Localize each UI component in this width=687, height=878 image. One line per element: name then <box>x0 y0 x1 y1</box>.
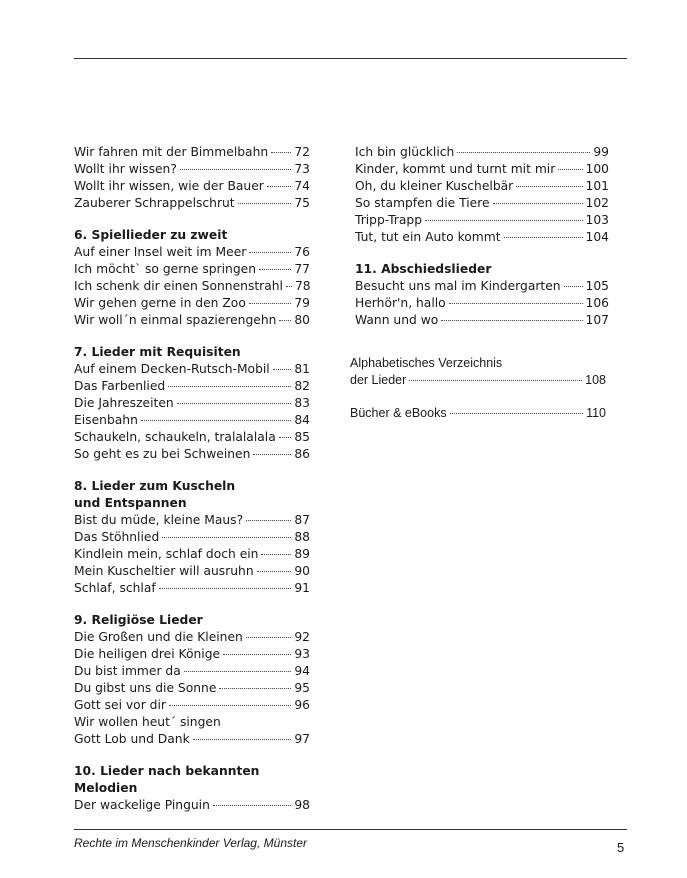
toc-entry[interactable] <box>74 580 310 597</box>
dot-leader <box>409 380 582 381</box>
toc-entry-title: Wir fahren mit der Bimmelbahn <box>74 145 269 159</box>
dot-leader <box>449 303 583 304</box>
section-heading: 6. Spiellieder zu zweit <box>74 228 228 242</box>
dot-leader <box>246 520 291 521</box>
toc-entry[interactable] <box>355 312 609 329</box>
dot-leader <box>249 303 291 304</box>
dot-leader <box>223 654 291 655</box>
section-heading: 8. Lieder zum Kuscheln <box>74 479 236 493</box>
toc-entry[interactable] <box>74 714 310 731</box>
toc-entry-page: 95 <box>294 681 310 695</box>
dot-leader <box>249 252 291 253</box>
toc-entry-title: Wir woll´n einmal spazierengehn <box>74 313 277 327</box>
bottom-rule <box>74 829 627 830</box>
toc-entry[interactable] <box>355 195 609 212</box>
top-rule <box>74 58 627 59</box>
index-alphabetical-line1: Alphabetisches Verzeichnis <box>350 356 503 370</box>
toc-entry[interactable] <box>74 144 310 161</box>
toc-entry-page: 74 <box>294 179 310 193</box>
toc-entry-title: Die Großen und die Kleinen <box>74 630 243 644</box>
toc-entry-page: 91 <box>294 581 310 595</box>
index-books-title: Bücher & eBooks <box>350 406 447 420</box>
section-heading: 9. Religiöse Lieder <box>74 613 203 627</box>
toc-entry-page: 88 <box>294 530 310 544</box>
dot-leader <box>141 420 291 421</box>
toc-entry[interactable] <box>74 663 310 680</box>
toc-right-column <box>355 144 609 329</box>
toc-entry-title: Wollt ihr wissen, wie der Bauer <box>74 179 264 193</box>
toc-entry[interactable] <box>74 563 310 580</box>
dot-leader <box>238 203 292 204</box>
toc-entry-page: 101 <box>585 179 609 193</box>
toc-entry-title: Du bist immer da <box>74 664 181 678</box>
toc-entry[interactable] <box>74 680 310 697</box>
dot-leader <box>493 203 583 204</box>
toc-entry-title: Du gibst uns die Sonne <box>74 681 217 695</box>
toc-entry[interactable] <box>74 395 310 412</box>
toc-entry-page: 102 <box>585 196 609 210</box>
toc-entry-title: Auf einem Decken-Rutsch-Mobil <box>74 362 270 376</box>
toc-entry-title: Auf einer Insel weit im Meer <box>74 245 247 259</box>
dot-leader <box>219 688 291 689</box>
toc-entry[interactable] <box>74 697 310 714</box>
toc-entry-page: 106 <box>585 296 609 310</box>
toc-entry-title: Die heiligen drei Könige <box>74 647 221 661</box>
toc-entry-page: 79 <box>294 296 310 310</box>
dot-leader <box>257 571 292 572</box>
section-heading: und Entspannen <box>74 496 187 510</box>
toc-left-column <box>74 144 310 814</box>
toc-entry-title: Zauberer Schrappelschrut <box>74 196 235 210</box>
toc-entry[interactable] <box>74 529 310 546</box>
toc-entry-title: Wann und wo <box>355 313 439 327</box>
toc-entry-page: 81 <box>294 362 310 376</box>
dot-leader <box>267 186 292 187</box>
section-heading: 11. Abschiedslieder <box>355 262 492 276</box>
dot-leader <box>168 386 291 387</box>
toc-entry[interactable] <box>74 295 310 312</box>
toc-entry[interactable] <box>355 295 609 312</box>
toc-entry[interactable] <box>355 178 609 195</box>
toc-entry-title: Eisenbahn <box>74 413 138 427</box>
toc-entry-title: Bist du müde, kleine Maus? <box>74 513 244 527</box>
index-alphabetical-line2: der Lieder <box>350 373 407 387</box>
dot-leader <box>259 269 291 270</box>
toc-entry[interactable] <box>355 161 609 178</box>
toc-entry-title: Die Jahreszeiten <box>74 396 174 410</box>
dot-leader <box>273 369 292 370</box>
dot-leader <box>450 413 583 414</box>
dot-leader <box>213 805 291 806</box>
dot-leader <box>457 152 590 153</box>
toc-entry-page: 85 <box>294 430 310 444</box>
dot-leader <box>558 169 582 170</box>
dot-leader <box>159 588 292 589</box>
dot-leader <box>261 554 291 555</box>
toc-entry-page: 89 <box>294 547 310 561</box>
toc-entry-title: Herhör'n, hallo <box>355 296 446 310</box>
dot-leader <box>564 286 583 287</box>
toc-entry[interactable] <box>355 144 609 161</box>
index-alphabetical-page: 108 <box>585 373 606 387</box>
index-alphabetical[interactable] <box>350 355 606 389</box>
toc-entry[interactable] <box>74 278 310 295</box>
toc-entry-page: 87 <box>294 513 310 527</box>
toc-entry-title: Das Stöhnlied <box>74 530 160 544</box>
toc-entry-page: 93 <box>294 647 310 661</box>
toc-entry-title: Tut, tut ein Auto kommt <box>355 230 501 244</box>
toc-entry[interactable] <box>74 429 310 446</box>
toc-entry[interactable] <box>74 797 310 814</box>
dot-leader <box>286 286 292 287</box>
dot-leader <box>279 320 291 321</box>
toc-entry-title: Wir wollen heut´ singen <box>74 715 221 729</box>
dot-leader <box>441 320 582 321</box>
toc-entry-page: 97 <box>294 732 310 746</box>
toc-entry-title: Das Farbenlied <box>74 379 166 393</box>
dot-leader <box>193 739 292 740</box>
toc-entry-title: Der wackelige Pinguin <box>74 798 210 812</box>
toc-entry-title: So geht es zu bei Schweinen <box>74 447 251 461</box>
toc-entry[interactable] <box>74 195 310 212</box>
toc-entry-page: 104 <box>585 230 609 244</box>
toc-entry[interactable] <box>74 378 310 395</box>
section-heading: 7. Lieder mit Requisiten <box>74 345 241 359</box>
toc-entry-title: Mein Kuscheltier will ausruhn <box>74 564 254 578</box>
toc-entry-page: 78 <box>294 279 311 293</box>
toc-entry[interactable] <box>74 646 310 663</box>
toc-entry[interactable] <box>74 629 310 646</box>
dot-leader <box>162 537 291 538</box>
dot-leader <box>279 437 292 438</box>
toc-entry[interactable] <box>74 261 310 278</box>
dot-leader <box>425 220 583 221</box>
dot-leader <box>516 186 582 187</box>
dot-leader <box>184 671 292 672</box>
toc-entry[interactable] <box>74 731 310 748</box>
toc-entry-title: Schaukeln, schaukeln, tralalalala <box>74 430 276 444</box>
toc-entry-page: 75 <box>294 196 310 210</box>
toc-entry-title: Kindlein mein, schlaf doch ein <box>74 547 259 561</box>
toc-entry-page: 72 <box>294 145 310 159</box>
toc-entry-page: 100 <box>585 162 609 176</box>
toc-entry[interactable] <box>74 512 310 529</box>
toc-entry-title: Oh, du kleiner Kuschelbär <box>355 179 514 193</box>
index-books-page: 110 <box>586 406 606 420</box>
footer-rights: Rechte im Menschenkinder Verlag, Münster <box>74 836 307 850</box>
toc-entry[interactable] <box>74 412 310 429</box>
toc-entry[interactable] <box>74 361 310 378</box>
toc-entry[interactable] <box>74 244 310 261</box>
dot-leader <box>180 169 291 170</box>
dot-leader <box>504 237 583 238</box>
toc-entry-page: 80 <box>294 313 310 327</box>
toc-entry-page: 103 <box>585 213 609 227</box>
toc-entry-title: Ich möcht` so gerne springen <box>74 262 256 276</box>
toc-entry-page: 90 <box>294 564 310 578</box>
toc-entry-page: 82 <box>294 379 310 393</box>
toc-entry-title: Gott Lob und Dank <box>74 732 190 746</box>
toc-entry-title: Tripp-Trapp <box>355 213 423 227</box>
toc-entry-page: 94 <box>294 664 310 678</box>
toc-entry-title: Schlaf, schlaf <box>74 581 156 595</box>
toc-entry-page: 73 <box>294 162 310 176</box>
toc-entry-title: Besucht uns mal im Kindergarten <box>355 279 561 293</box>
toc-entry-title: Kinder, kommt und turnt mit mir <box>355 162 556 176</box>
dot-leader <box>169 705 291 706</box>
toc-entry[interactable] <box>74 312 310 329</box>
index-books[interactable] <box>350 405 606 422</box>
toc-entry-page: 86 <box>294 447 310 461</box>
toc-entry-page: 77 <box>294 262 310 276</box>
toc-entry-page: 84 <box>294 413 310 427</box>
toc-entry[interactable] <box>74 446 310 463</box>
toc-entry[interactable] <box>74 178 310 195</box>
toc-entry-title: Wollt ihr wissen? <box>74 162 177 176</box>
page-number: 5 <box>617 840 625 855</box>
section-heading: 10. Lieder nach bekannten Melodien <box>74 764 260 795</box>
toc-entry-title: Wir gehen gerne in den Zoo <box>74 296 246 310</box>
toc-entry-page: 76 <box>294 245 310 259</box>
toc-entry-page: 107 <box>585 313 609 327</box>
dot-leader <box>253 454 291 455</box>
toc-entry-title: Gott sei vor dir <box>74 698 166 712</box>
dot-leader <box>246 637 292 638</box>
toc-entry-title: So stampfen die Tiere <box>355 196 490 210</box>
toc-entry-page: 99 <box>593 145 609 159</box>
dot-leader <box>271 152 291 153</box>
toc-entry[interactable] <box>355 212 609 229</box>
toc-entry-page: 105 <box>585 279 609 293</box>
toc-entry[interactable] <box>74 161 310 178</box>
toc-entry[interactable] <box>74 546 310 563</box>
toc-entry[interactable] <box>355 229 609 246</box>
toc-entry-page: 98 <box>294 798 310 812</box>
toc-entry-page: 92 <box>294 630 310 644</box>
dot-leader <box>177 403 292 404</box>
toc-entry-page: 96 <box>294 698 310 712</box>
toc-entry-title: Ich bin glücklich <box>355 145 455 159</box>
toc-entry-page: 83 <box>294 396 310 410</box>
toc-entry-title: Ich schenk dir einen Sonnenstrahl <box>74 279 283 293</box>
toc-entry[interactable] <box>355 278 609 295</box>
